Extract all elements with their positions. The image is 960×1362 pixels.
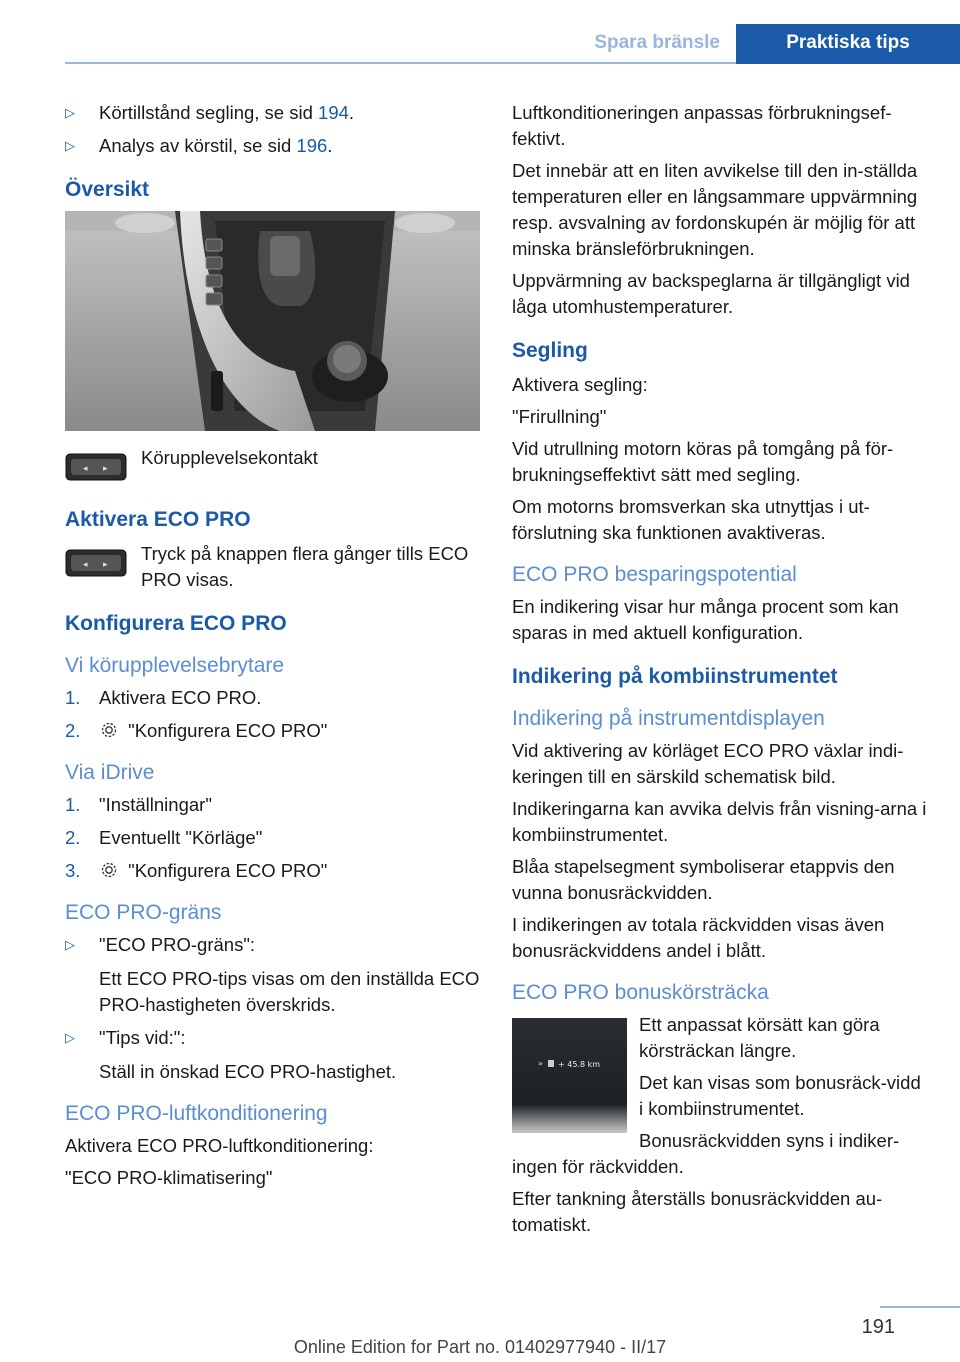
center-console-photo [65, 211, 480, 431]
list-item: 1. "Inställningar" [65, 794, 212, 815]
aktivera-row [65, 541, 482, 593]
subheading-vi: Vi körupplevelsebrytare [65, 654, 285, 677]
bonus-range-value: + 45.8 km [558, 1060, 601, 1069]
paragraph: En indikering visar hur många procent som kan sparas in med aktuell konfiguration. [512, 596, 899, 643]
paragraph: Uppvärmning av backspeglarna är tillgängligt vid låga utomhustemperaturer. [512, 270, 910, 317]
aktivera-text: Tryck på knappen flera gånger tills ECO PRO visas. [141, 543, 469, 590]
paragraph: Om motorns bromsverkan ska utnyttjas i ut-förslutning ska funktionen avaktiveras. [512, 496, 870, 543]
tab-praktiska-tips[interactable]: Praktiska tips [736, 24, 960, 64]
paragraph: Ett anpassat körsätt kan göra körsträckan längre. [639, 1014, 880, 1061]
paragraph: Aktivera segling: [512, 374, 648, 395]
subheading-bonuskorstracka: ECO PRO bonuskörsträcka [512, 981, 769, 1004]
subheading-instrumentdisplay: Indikering på instrumentdisplayen [512, 707, 825, 730]
subheading-via-idrive: Via iDrive [65, 761, 155, 784]
paragraph: Bonusräckvidden syns i indiker-ingen för räckvidden. [512, 1130, 900, 1177]
paragraph: Blåa stapelsegment symboliserar etappvis den vunna bonusräckvidden. [512, 856, 895, 903]
paragraph: Det innebär att en liten avvikelse till den in-ställda temperaturen eller en långsammare uppvärmning resp. avsvalning av fordonskupén är möjlig för att minska bränsleförbrukningen. [512, 160, 918, 259]
page-link[interactable]: 196 [296, 135, 328, 156]
svg-text:◂: ◂ [83, 560, 88, 570]
list-item: 2. Eventuellt "Körläge" [65, 827, 263, 848]
left-column [65, 100, 482, 1197]
triangle-bullet-icon: ▷ [65, 1030, 75, 1045]
paragraph: Indikeringarna kan avvika delvis från visning-arna i kombiinstrumentet. [512, 798, 927, 845]
page-number: 191 [861, 1316, 895, 1338]
tab-spara-bransle[interactable]: Spara bränsle [594, 32, 720, 53]
list-item: 3. "Konfigurera ECO PRO" [65, 860, 328, 881]
triangle-bullet-icon: ▷ [65, 138, 75, 153]
drive-experience-switch-icon [65, 549, 127, 577]
caption-text: Körupplevelsekontakt [141, 447, 318, 468]
section-heading-oversikt: Översikt [65, 178, 150, 201]
paragraph: Efter tankning återställs bonusräckvidden au-tomatiskt. [512, 1188, 883, 1235]
bonus-display-image [512, 1018, 627, 1133]
subheading-luftkonditionering: ECO PRO-luftkonditionering [65, 1102, 328, 1125]
paragraph: Aktivera ECO PRO-luftkonditionering: [65, 1135, 374, 1156]
subheading-besparingspotential: ECO PRO besparingspotential [512, 563, 797, 586]
paragraph: Vid utrullning motorn köras på tomgång på för-brukningseffektivt sätt med segling. [512, 438, 894, 485]
list-item: 1. Aktivera ECO PRO. [65, 687, 262, 708]
paragraph: "Frirullning" [512, 406, 607, 427]
section-heading-konfigurera: Konfigurera ECO PRO [65, 612, 287, 635]
section-heading-kombiinstrument: Indikering på kombiinstrumentet [512, 665, 838, 688]
paragraph: Det kan visas som bonusräck-vidd i kombiinstrumentet. [639, 1072, 921, 1119]
list-item: ▷ Körtillstånd segling, se sid 194. [65, 100, 482, 126]
svg-text:▸: ▸ [103, 464, 108, 474]
paragraph: Vid aktivering av körläget ECO PRO växlar indi-keringen till en särskild schematisk bild. [512, 740, 904, 787]
svg-text:◂: ◂ [83, 464, 88, 474]
caption-row [65, 445, 482, 489]
section-heading-aktivera: Aktivera ECO PRO [65, 508, 251, 531]
svg-text:▸: ▸ [103, 560, 108, 570]
gear-icon [99, 860, 119, 880]
list-item: 2. "Konfigurera ECO PRO" [65, 720, 328, 741]
footer-rule [880, 1306, 960, 1308]
gear-icon [99, 720, 119, 740]
edition-footer: Online Edition for Part no. 01402977940 - II/17 [293, 1337, 667, 1357]
paragraph: Luftkonditioneringen anpassas förbrukningsef-fektivt. [512, 102, 892, 149]
paragraph: "ECO PRO-klimatisering" [65, 1167, 273, 1188]
paragraph: I indikeringen av totala räckvidden visas även bonusräckviddens andel i blått. [512, 914, 885, 961]
triangle-bullet-icon: ▷ [65, 105, 75, 120]
section-heading-segling: Segling [512, 339, 588, 362]
page-link[interactable]: 194 [318, 102, 349, 123]
triangle-bullet-icon: ▷ [65, 937, 75, 952]
subheading-eco-pro-grans: ECO PRO-gräns [65, 901, 222, 924]
svg-text:»: » [538, 1059, 543, 1068]
drive-experience-switch-icon [65, 453, 127, 481]
list-item: ▷ "Tips vid:": Ställ in önskad ECO PRO-hastighet. [65, 1027, 397, 1082]
list-item: ▷ Analys av körstil, se sid 196. [65, 133, 482, 159]
right-column [512, 100, 927, 1244]
list-item: ▷ "ECO PRO-gräns": Ett ECO PRO-tips visas om den inställda ECO PRO-hastigheten överskrids. [65, 934, 480, 1015]
